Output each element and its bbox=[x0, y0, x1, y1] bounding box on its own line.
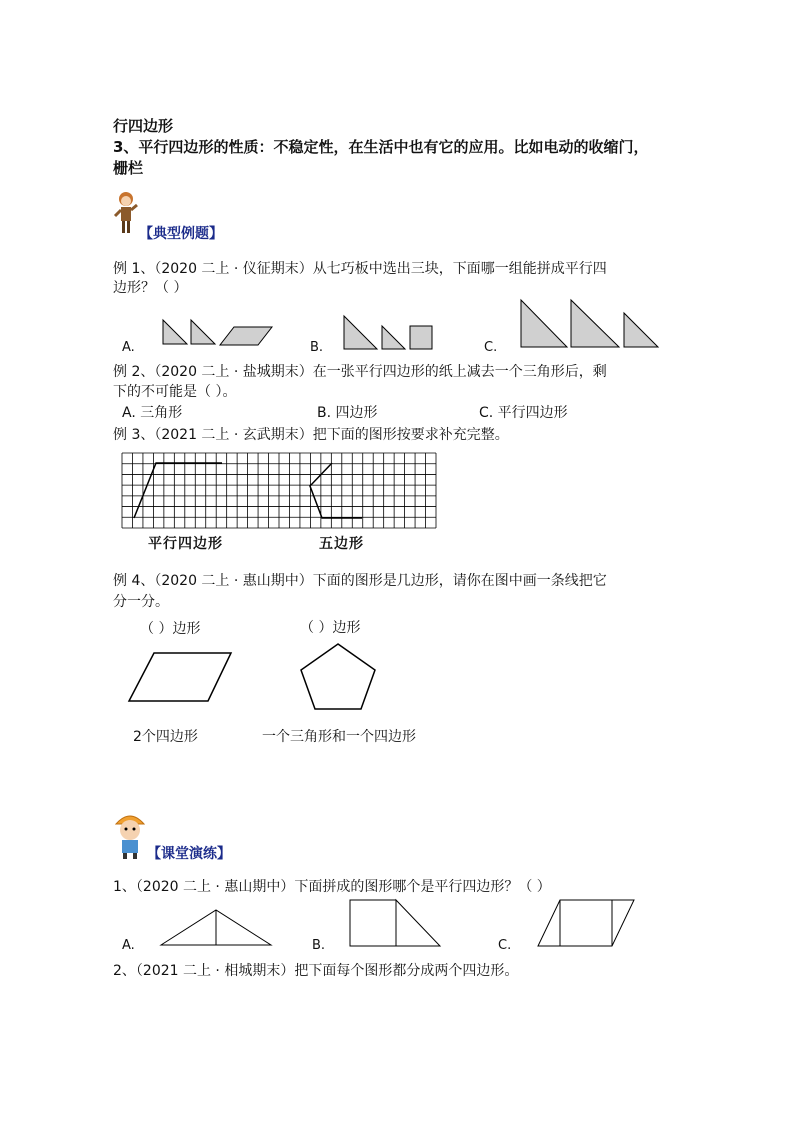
ex4-line-1: 例 4、（2020 二上 · 惠山期中）下面的图形是几边形，请你在图中画一条线把它 bbox=[113, 573, 607, 589]
q1-option-b-shape bbox=[348, 898, 443, 948]
ex3-parallelogram-partial bbox=[134, 463, 222, 518]
q2-line-1: 2、（2021 二上 · 相城期末）把下面每个图形都分成两个四边形。 bbox=[113, 963, 519, 979]
ex1-line-2: 边形？（ ） bbox=[113, 280, 188, 296]
q1-option-b-label: B. bbox=[312, 938, 326, 953]
ex3-label-pentagon: 五边形 bbox=[319, 536, 364, 552]
intro-line-2: 3、平行四边形的性质：不稳定性，在生活中也有它的应用。比如电动的收缩门， bbox=[113, 138, 649, 156]
q1-option-a-label: A. bbox=[122, 938, 135, 953]
q1-option-a-shape bbox=[158, 907, 274, 947]
ex4-pentagon bbox=[296, 640, 380, 712]
q1-line-1: 1、（2020 二上 · 惠山期中）下面拼成的图形哪个是平行四边形？（ ） bbox=[113, 879, 551, 895]
ex4-blank-left: （ ）边形 bbox=[140, 621, 201, 637]
ex2-option-b: B. 四边形 bbox=[317, 405, 378, 421]
ex4-parallelogram bbox=[126, 650, 236, 705]
ex4-line-2: 分一分。 bbox=[113, 594, 169, 610]
ex2-option-c: C. 平行四边形 bbox=[479, 405, 568, 421]
ex1-option-c-label: C. bbox=[484, 340, 498, 355]
section-title-examples: 【典型例题】 bbox=[139, 226, 223, 242]
q1-option-c-shape bbox=[536, 898, 636, 948]
q1-option-c-label: C. bbox=[498, 938, 512, 953]
ex4-caption-right: 一个三角形和一个四边形 bbox=[262, 729, 416, 745]
ex1-option-b-shapes bbox=[342, 314, 437, 351]
section-title-practice: 【课堂演练】 bbox=[147, 846, 231, 862]
ex2-option-a: A. 三角形 bbox=[122, 405, 183, 421]
ex3-label-parallelogram: 平行四边形 bbox=[148, 536, 223, 552]
ex2-line-1: 例 2、（2020 二上 · 盐城期末）在一张平行四边形的纸上减去一个三角形后，剩 bbox=[113, 364, 607, 380]
ex1-line-1: 例 1、（2020 二上 · 仪征期末）从七巧板中选出三块，下面哪一组能拼成平行四 bbox=[113, 261, 607, 277]
ex1-option-b-label: B. bbox=[310, 340, 324, 355]
ex4-blank-right: （ ）边形 bbox=[300, 620, 361, 636]
ex1-option-c-shapes bbox=[518, 298, 663, 350]
boy-mascot-icon bbox=[112, 808, 148, 860]
intro-line-3: 栅栏 bbox=[113, 159, 144, 177]
ex3-pentagon-partial bbox=[310, 463, 362, 518]
ex4-caption-left: 2个四边形 bbox=[133, 729, 198, 745]
ex3-grid bbox=[122, 453, 436, 528]
ex2-line-2: 下的不可能是（ ）。 bbox=[113, 384, 237, 400]
ex1-option-a-shapes bbox=[160, 318, 275, 348]
intro-line-1: 行四边形 bbox=[113, 117, 174, 135]
girl-mascot-icon bbox=[113, 190, 139, 238]
ex1-option-a-label: A. bbox=[122, 340, 135, 355]
ex3-line-1: 例 3、（2021 二上 · 玄武期末）把下面的图形按要求补充完整。 bbox=[113, 427, 509, 443]
